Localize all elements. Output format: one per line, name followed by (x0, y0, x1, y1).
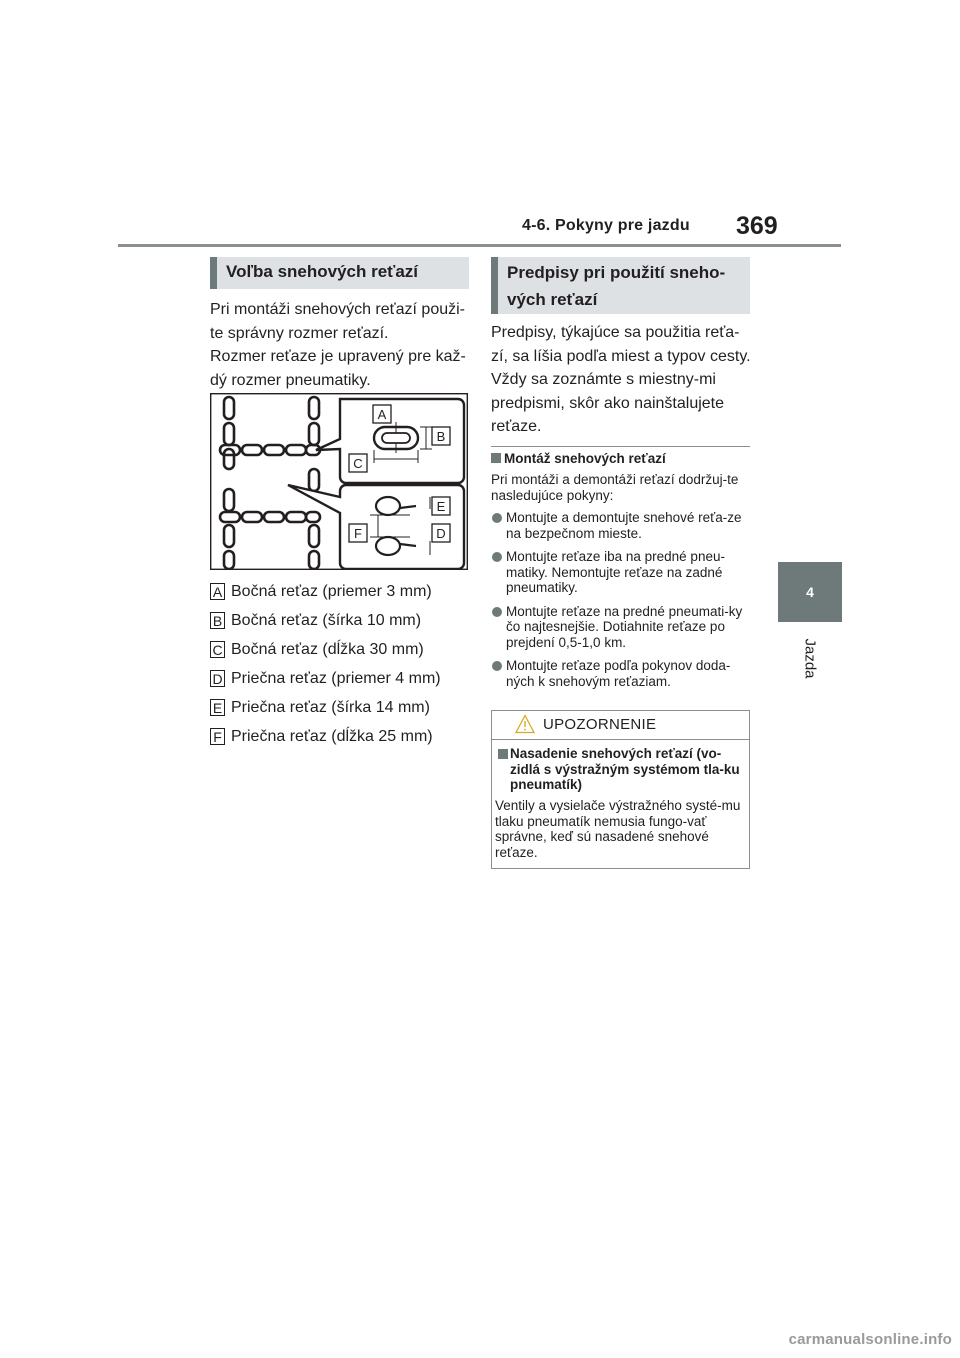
legend-letter-box: C (210, 641, 225, 658)
diagram-letter-e: E (436, 499, 446, 514)
square-bullet-icon (498, 749, 508, 759)
round-bullet-icon (492, 513, 502, 523)
legend-text: Priečna reťaz (dĺžka 25 mm) (231, 727, 433, 745)
diagram-letter-f: F (354, 526, 362, 541)
chapter-label-container (778, 628, 842, 688)
legend-item (210, 635, 472, 664)
list-item-text: Montujte reťaze podľa pokynov doda-ných k snehovým reťaziam. (506, 658, 731, 689)
warning-subtitle-text: Nasadenie snehových reťazí (vo-zidlá s výstražným systémom tla-ku pneumatík) (510, 746, 740, 792)
legend-text: Bočná reťaz (šírka 10 mm) (231, 611, 422, 629)
subsection-title-text: Montáž snehových reťazí (504, 451, 666, 466)
list-item (491, 604, 753, 651)
list-item (491, 549, 753, 596)
legend-text: Bočná reťaz (dĺžka 30 mm) (231, 640, 424, 658)
chapter-label: Jazda (801, 637, 819, 679)
section-divider (491, 446, 750, 447)
legend-letter-box: E (210, 699, 225, 716)
warning-title: UPOZORNENIE (543, 716, 657, 733)
subsection-title (491, 451, 751, 466)
legend-text: Bočná reťaz (priemer 3 mm) (231, 582, 432, 600)
left-body-text (210, 298, 472, 392)
page-number: 369 (736, 212, 778, 240)
diagram-letter-c: C (353, 456, 363, 471)
right-body-text: Predpisy, týkajúce sa použitia reťa-zí, sa líšia podľa miest a typov cesty. Vždy sa zoznámte s miestny-mi predpismi, skôr ako nainštalujete reťaze. (491, 324, 751, 435)
warning-box (491, 710, 750, 869)
legend-letter-box: B (210, 612, 225, 629)
list-item-text: Montujte reťaze na predné pneumati-ky čo najtesnejšie. Dotiahnite reťaze po prejdení 0,5-1,0 km. (506, 603, 743, 650)
round-bullet-icon (492, 661, 502, 671)
legend-item (210, 577, 472, 606)
paragraph: Pri montáži snehových reťazí použi-te správny rozmer reťazí. (210, 301, 465, 342)
warning-header (492, 711, 749, 740)
warning-subtitle (495, 746, 745, 793)
list-item-text: Montujte a demontujte snehové reťa-ze na bezpečnom mieste. (506, 510, 742, 541)
watermark: carmanualsonline.info (788, 1331, 952, 1348)
warning-triangle-icon (515, 714, 535, 734)
section-heading-chain-regulations: Predpisy pri použití sneho-vých reťazí (491, 257, 750, 314)
list-item (491, 658, 753, 689)
paragraph: Rozmer reťaze je upravený pre kaž-dý rozmer pneumatiky. (210, 348, 466, 389)
diagram-legend (210, 577, 472, 751)
round-bullet-icon (492, 552, 502, 562)
diagram-letter-a: A (377, 407, 387, 422)
legend-item (210, 693, 472, 722)
bullet-list (491, 510, 753, 689)
chapter-tab (778, 562, 842, 622)
legend-letter-box: D (210, 670, 225, 687)
diagram-letter-d: D (436, 526, 446, 541)
diagram-letter-b: B (436, 429, 446, 444)
list-item-text: Montujte reťaze iba na predné pneu-matiky. Nemontujte reťaze na zadné pneumatiky. (506, 549, 725, 595)
square-bullet-icon (491, 453, 501, 463)
header-rule (118, 244, 841, 247)
legend-item (210, 606, 472, 635)
legend-item (210, 722, 472, 751)
legend-text: Priečna reťaz (priemer 4 mm) (231, 669, 441, 687)
legend-letter-box: F (210, 728, 225, 745)
subsection-intro: Pri montáži a demontáži reťazí dodržuj-te nasledujúce pokyny: (491, 472, 739, 503)
legend-text: Priečna reťaz (šírka 14 mm) (231, 698, 430, 716)
chapter-number: 4 (806, 584, 814, 600)
warning-text: Ventily a vysielače výstražného systé-mu tlaku pneumatík nemusia fungo-vať správne, keď sú nasadené snehové reťaze. (495, 798, 741, 860)
header-section-title: 4-6. Pokyny pre jazdu (522, 217, 690, 234)
snow-chain-diagram (210, 393, 468, 570)
round-bullet-icon (492, 607, 502, 617)
legend-letter-box: A (210, 583, 225, 600)
list-item (491, 510, 753, 541)
legend-item (210, 664, 472, 693)
section-heading-chain-selection: Voľba snehových reťazí (210, 257, 469, 289)
